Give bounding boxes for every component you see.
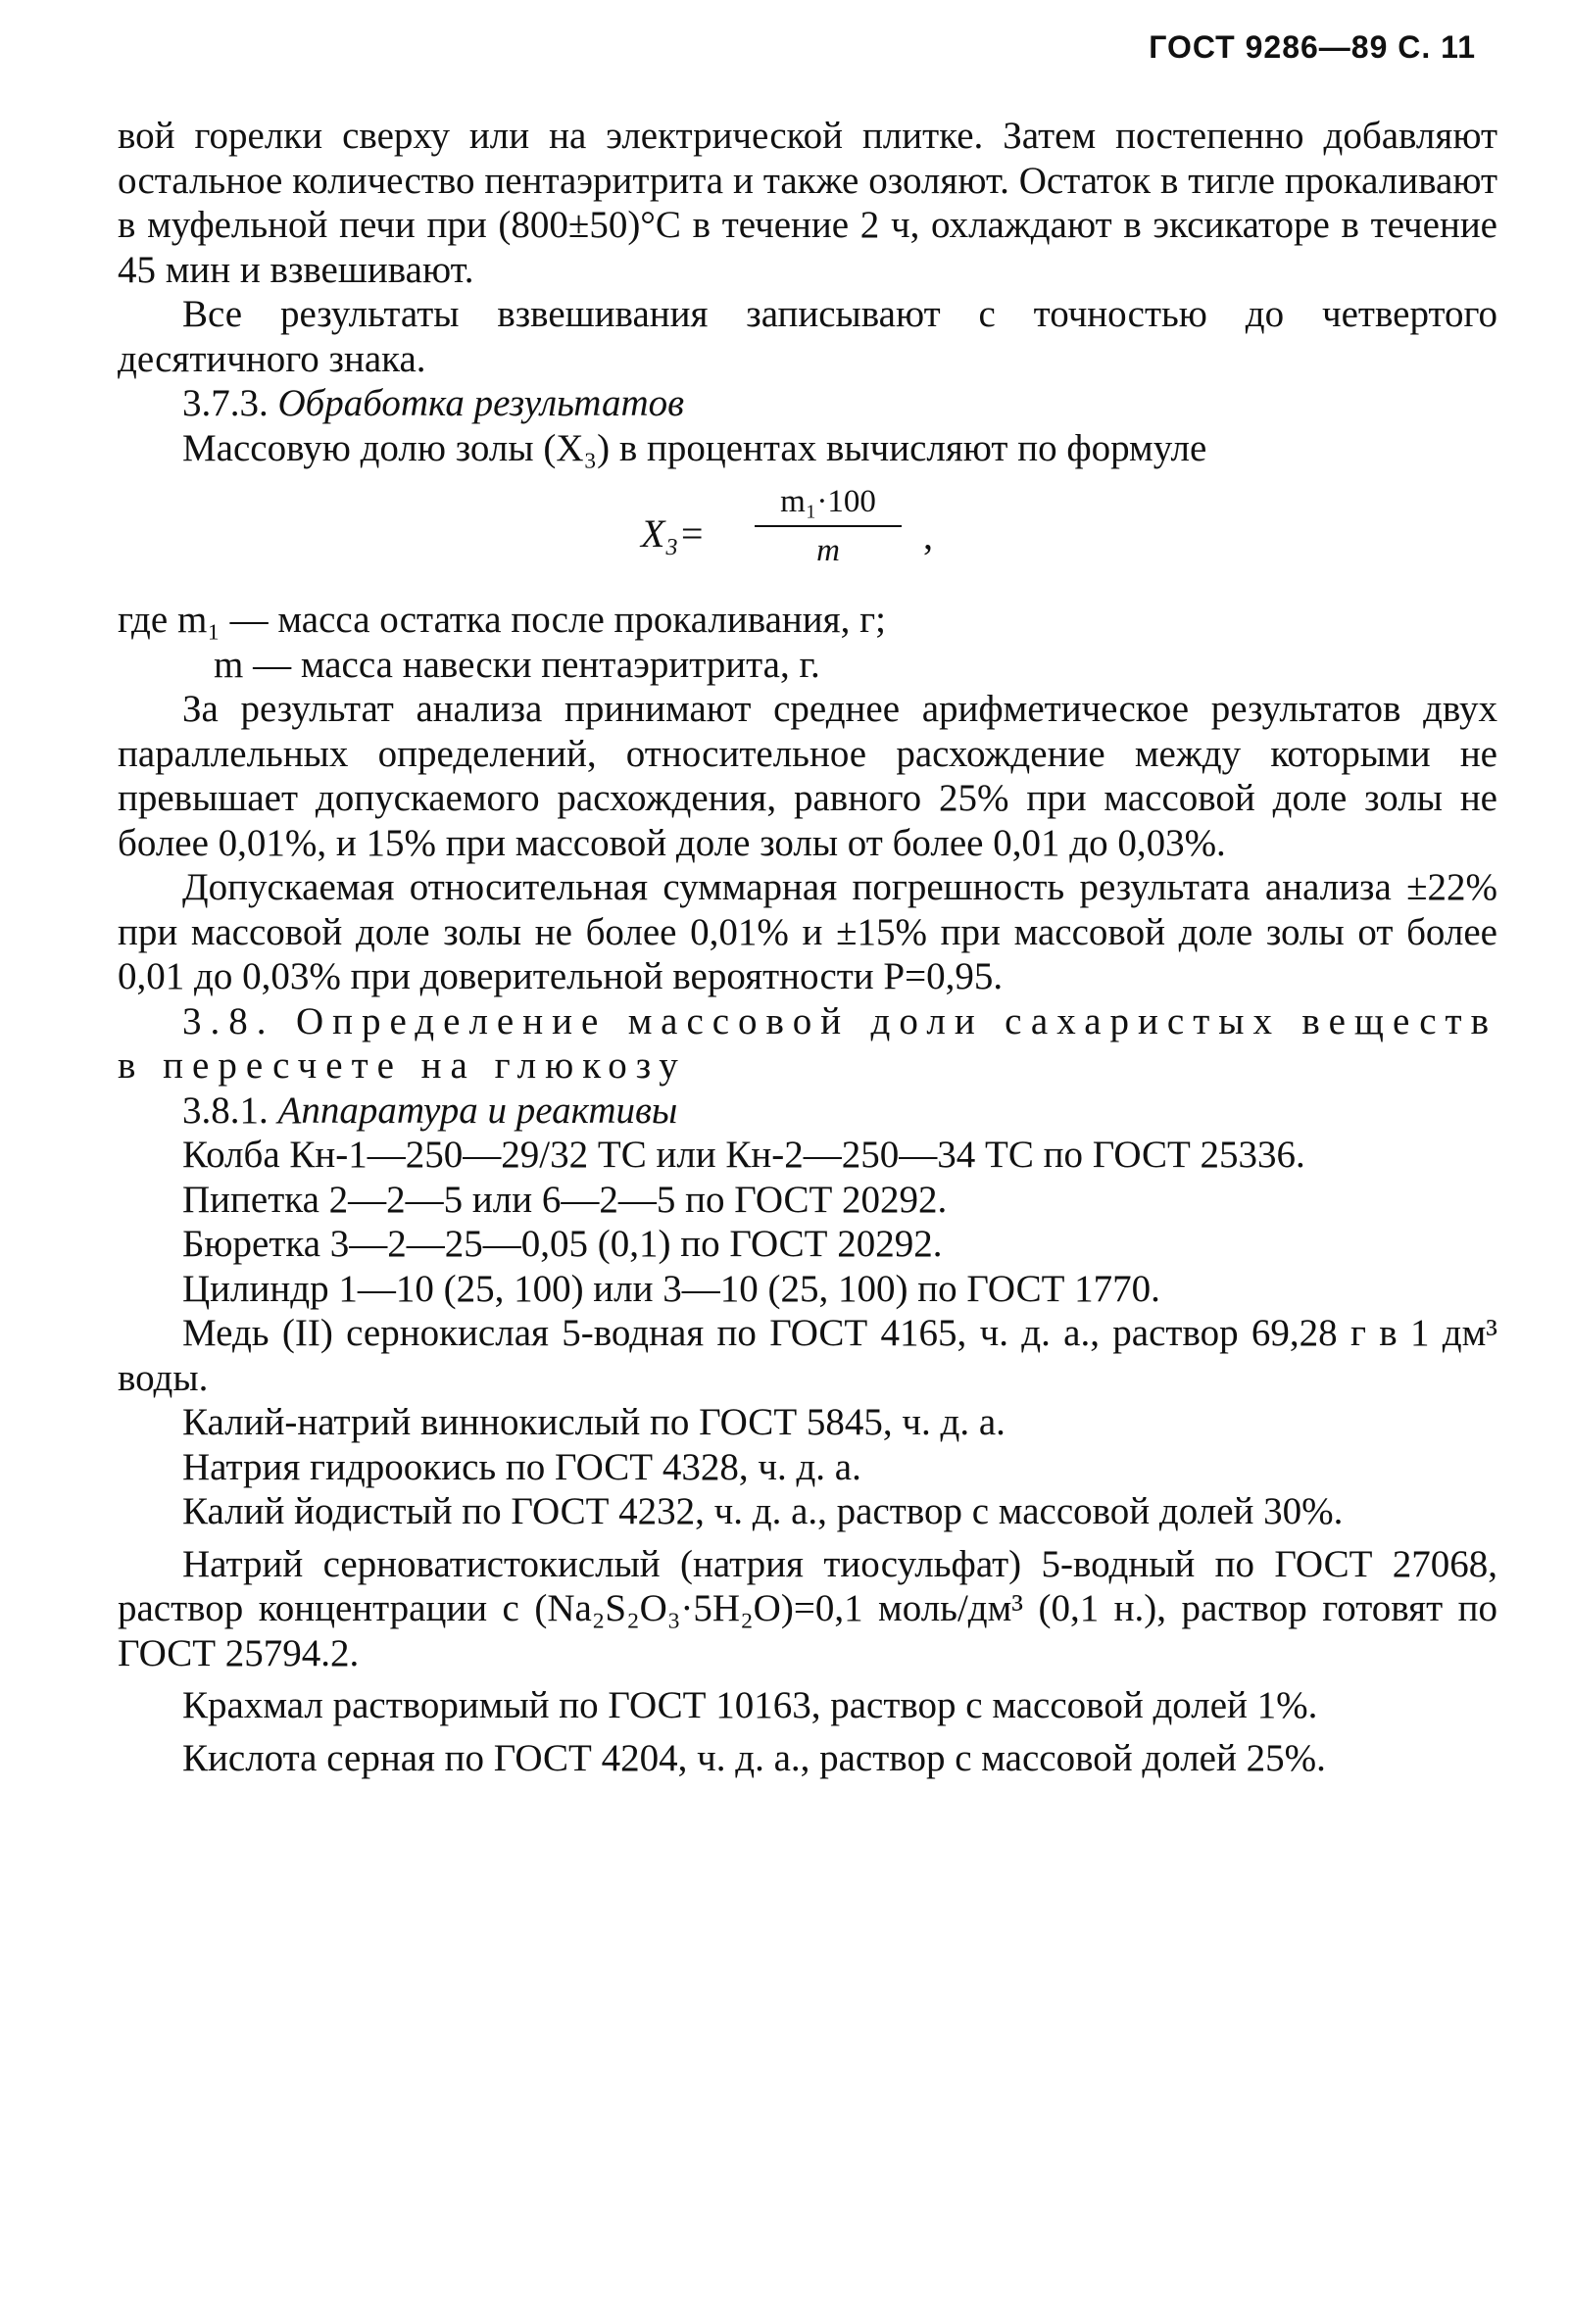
section-3-7-3-heading [118, 381, 1497, 426]
list-item: Натрия гидроокись по ГОСТ 4328, ч. д. а. [182, 1445, 861, 1488]
formula-fraction [755, 480, 902, 572]
section-title: Аппаратура и реактивы [277, 1089, 678, 1132]
page-header: ГОСТ 9286—89 С. 11 [1149, 29, 1476, 65]
list-item: Крахмал растворимый по ГОСТ 10163, раствор с массовой долей 1%. [182, 1684, 1318, 1726]
paragraph-formula-intro: Массовую долю золы (X₃) в процентах вычисляют по формуле [182, 426, 1207, 469]
section-number: 3.8.1. [182, 1089, 269, 1132]
list-item: Кислота серная по ГОСТ 4204, ч. д. а., раствор с массовой долей 25%. [182, 1736, 1326, 1779]
list-item: Цилиндр 1—10 (25, 100) или 3—10 (25, 100) по ГОСТ 1770. [182, 1267, 1160, 1310]
section-number: 3.7.3. [182, 382, 269, 424]
section-title: Обработка результатов [277, 382, 685, 424]
page-body [118, 114, 1497, 1780]
ash-formula [118, 480, 1497, 590]
formula-legend-m: m — масса навески пентаэритрита, г. [214, 643, 820, 686]
list-item: Медь (II) сернокислая 5-водная по ГОСТ 4165, ч. д. а., раствор 69,28 г в 1 дм³ воды. [118, 1312, 1497, 1399]
list-item: Калий-натрий виннокислый по ГОСТ 5845, ч. д. а. [182, 1401, 1006, 1443]
list-item: Калий йодистый по ГОСТ 4232, ч. д. а., раствор с массовой долей 30%. [182, 1490, 1344, 1532]
paragraph-permissible-error: Допускаемая относительная суммарная погрешность результата анализа ±22% при массовой доле золы не более 0,01% и ±15% при массовой доле золы от более 0,01 до 0,03% при доверительной вероятности P=0,95. [118, 866, 1497, 997]
list-item: Пипетка 2—2—5 или 6—2—5 по ГОСТ 20292. [182, 1178, 948, 1221]
paragraph-ash-procedure: вой горелки сверху или на электрической плитке. Затем постепенно добавляют остальное количество пентаэритрита и также озоляют. Остаток в тигле прокаливают в муфельной печи при (800±50)°С в течение 2 ч, охлаждают в эксикаторе в течение 45 мин и взвешивают. [118, 115, 1497, 291]
formula-denominator: m [816, 533, 840, 568]
list-item: Натрий серноватистокислый (натрия тиосульфат) 5-водный по ГОСТ 27068, раствор концентрации c (Na₂S₂O₃·5H₂O)=0,1 моль/дм³ (0,1 н.), раствор готовят по ГОСТ 25794.2. [118, 1542, 1497, 1674]
fraction-bar [755, 525, 902, 527]
list-item: Колба Кн-1—250—29/32 ТС или Кн-2—250—34 ТС по ГОСТ 25336. [182, 1134, 1305, 1176]
formula-legend-m1: где m₁ — масса остатка после прокаливания, г; [118, 599, 886, 641]
formula-trailing-comma: , [923, 513, 933, 557]
list-item: Бюретка 3—2—25—0,05 (0,1) по ГОСТ 20292. [182, 1223, 943, 1265]
section-3-8-1-heading [118, 1089, 1497, 1134]
formula-numerator: m₁·100 [780, 484, 876, 519]
section-3-8-heading: 3.8. Определение массовой доли сахаристых веществ в пересчете на глюкозу [118, 999, 1497, 1087]
paragraph-weighing-precision: Все результаты взвешивания записывают с точностью до четвертого десятичного знака. [118, 293, 1497, 380]
formula-lhs: X₃= [641, 511, 706, 556]
paragraph-result-averaging: За результат анализа принимают среднее арифметическое результатов двух параллельных определений, относительное расхождение между которыми не превышает допускаемого расхождения, равного 25% при массовой доле золы не более 0,01%, и 15% при массовой доле золы от более 0,01 до 0,03%. [118, 688, 1497, 864]
